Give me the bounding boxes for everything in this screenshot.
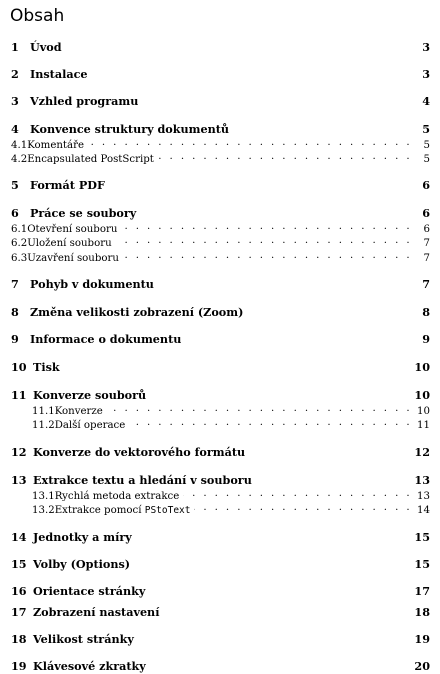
toc-subentry[interactable] bbox=[11, 403, 430, 417]
page-number: 5 bbox=[423, 154, 430, 165]
toc-entry[interactable] bbox=[11, 388, 430, 402]
toc-entry[interactable] bbox=[11, 178, 430, 192]
subsection-number: 13.2 bbox=[32, 505, 55, 516]
section-number: 6 bbox=[11, 206, 19, 220]
section-title: Tisk bbox=[33, 360, 60, 374]
toc-entry[interactable] bbox=[11, 557, 430, 571]
toc-entry[interactable] bbox=[11, 605, 430, 619]
dot-leader bbox=[123, 250, 412, 261]
section-title: Pohyb v dokumentu bbox=[30, 277, 154, 291]
toc-entry[interactable] bbox=[11, 360, 430, 374]
toc-entry[interactable] bbox=[11, 67, 430, 81]
toc-entry[interactable] bbox=[11, 94, 430, 108]
toc-title: Obsah bbox=[10, 6, 65, 26]
page-number: 17 bbox=[414, 584, 430, 598]
subsection-number: 11.1 bbox=[32, 406, 55, 417]
dot-leader bbox=[107, 403, 412, 414]
page-number: 6 bbox=[423, 224, 430, 235]
page-number: 9 bbox=[422, 332, 430, 346]
section-title: Klávesové zkratky bbox=[33, 659, 146, 673]
toc-entry[interactable] bbox=[11, 445, 430, 459]
dot-leader bbox=[88, 137, 412, 148]
section-title: Vzhled programu bbox=[30, 94, 139, 108]
subsection-title: Rychlá metoda extrakce bbox=[54, 491, 180, 502]
section-number: 10 bbox=[11, 360, 27, 374]
subsection-number: 6.1 bbox=[11, 224, 28, 235]
page-number: 7 bbox=[423, 253, 430, 264]
section-title: Úvod bbox=[30, 40, 62, 54]
dot-leader bbox=[129, 417, 412, 428]
page-number: 6 bbox=[422, 178, 430, 192]
section-number: 16 bbox=[11, 584, 27, 598]
page-number: 18 bbox=[414, 605, 430, 619]
subsection-title: Konverze bbox=[54, 406, 103, 417]
subsection-number: 13.1 bbox=[32, 491, 55, 502]
page-number: 4 bbox=[422, 94, 430, 108]
page-number: 10 bbox=[414, 388, 430, 402]
toc-entry[interactable] bbox=[11, 40, 430, 54]
toc-entry[interactable] bbox=[11, 473, 430, 487]
subsection-number: 6.2 bbox=[11, 238, 28, 249]
toc-entry[interactable] bbox=[11, 584, 430, 598]
section-title: Práce se soubory bbox=[30, 206, 137, 220]
toc-subentry[interactable] bbox=[11, 221, 430, 235]
section-number: 18 bbox=[11, 632, 27, 646]
section-number: 5 bbox=[11, 178, 19, 192]
toc-entry[interactable] bbox=[11, 659, 430, 673]
section-title: Velikost stránky bbox=[33, 632, 134, 646]
subsection-title: Otevření souboru bbox=[27, 224, 118, 235]
subsection-number: 4.2 bbox=[11, 154, 28, 165]
toc-subentry[interactable] bbox=[11, 250, 430, 264]
toc-entry[interactable] bbox=[11, 122, 430, 136]
toc-subentry[interactable] bbox=[11, 502, 430, 516]
page-number: 6 bbox=[422, 206, 430, 220]
page-number: 3 bbox=[422, 40, 430, 54]
toc-subentry[interactable] bbox=[11, 235, 430, 249]
toc-entry[interactable] bbox=[11, 530, 430, 544]
dot-leader bbox=[116, 235, 412, 246]
dot-leader bbox=[158, 151, 412, 162]
toc-subentry[interactable] bbox=[11, 137, 430, 151]
section-title: Konverze souborů bbox=[33, 388, 147, 402]
subsection-number: 6.3 bbox=[11, 253, 28, 264]
subsection-title: Uzavření souboru bbox=[27, 253, 119, 264]
toc-entry[interactable] bbox=[11, 206, 430, 220]
section-title: Informace o dokumentu bbox=[30, 332, 182, 346]
section-number: 1 bbox=[11, 40, 19, 54]
toc-subentry[interactable] bbox=[11, 417, 430, 431]
section-title: Orientace stránky bbox=[33, 584, 146, 598]
section-number: 13 bbox=[11, 473, 27, 487]
subsection-title: Encapsulated PostScript bbox=[27, 154, 154, 165]
section-number: 3 bbox=[11, 94, 19, 108]
subsection-title: Komentáře bbox=[27, 140, 84, 151]
toc-entry[interactable] bbox=[11, 632, 430, 646]
section-title: Jednotky a míry bbox=[33, 530, 132, 544]
subsection-title: Další operace bbox=[54, 420, 126, 431]
section-title: Volby (Options) bbox=[33, 557, 131, 571]
subsection-title: Extrakce pomocí PStoText bbox=[54, 505, 191, 516]
section-number: 14 bbox=[11, 530, 27, 544]
subsection-title: Uložení souboru bbox=[27, 238, 112, 249]
page-number: 15 bbox=[414, 557, 430, 571]
section-number: 12 bbox=[11, 445, 27, 459]
page-number: 10 bbox=[417, 406, 430, 417]
page-number: 10 bbox=[414, 360, 430, 374]
page-number: 20 bbox=[414, 659, 430, 673]
section-number: 9 bbox=[11, 332, 19, 346]
toc-entry[interactable] bbox=[11, 305, 430, 319]
page-number: 15 bbox=[414, 530, 430, 544]
page-number: 5 bbox=[423, 140, 430, 151]
section-title: Konvence struktury dokumentů bbox=[30, 122, 230, 136]
section-number: 7 bbox=[11, 277, 19, 291]
toc-subentry[interactable] bbox=[11, 151, 430, 165]
section-number: 4 bbox=[11, 122, 19, 136]
subsection-number: 11.2 bbox=[32, 420, 55, 431]
section-title: Instalace bbox=[30, 67, 88, 81]
section-number: 15 bbox=[11, 557, 27, 571]
dot-leader bbox=[121, 221, 412, 232]
section-number: 19 bbox=[11, 659, 27, 673]
page-number: 3 bbox=[422, 67, 430, 81]
page-number: 7 bbox=[422, 277, 430, 291]
page-number: 13 bbox=[417, 491, 430, 502]
page-number: 5 bbox=[422, 122, 430, 136]
dot-leader bbox=[183, 488, 412, 499]
section-number: 17 bbox=[11, 605, 27, 619]
section-title: Formát PDF bbox=[30, 178, 105, 192]
page-number: 11 bbox=[417, 420, 430, 431]
page-number: 12 bbox=[414, 445, 430, 459]
toc-entry[interactable] bbox=[11, 332, 430, 346]
page-number: 7 bbox=[423, 238, 430, 249]
page-number: 14 bbox=[417, 505, 430, 516]
section-title: Změna velikosti zobrazení (Zoom) bbox=[30, 305, 244, 319]
section-number: 11 bbox=[11, 388, 27, 402]
section-title: Konverze do vektorového formátu bbox=[33, 445, 246, 459]
section-number: 8 bbox=[11, 305, 19, 319]
page-number: 13 bbox=[414, 473, 430, 487]
section-title: Zobrazení nastavení bbox=[33, 605, 160, 619]
section-title: Extrakce textu a hledání v souboru bbox=[33, 473, 252, 487]
toc-subentry[interactable] bbox=[11, 488, 430, 502]
dot-leader bbox=[194, 502, 412, 513]
subsection-number: 4.1 bbox=[11, 140, 28, 151]
page-number: 19 bbox=[414, 632, 430, 646]
code-text: PStoText bbox=[144, 505, 191, 516]
toc-entry[interactable] bbox=[11, 277, 430, 291]
section-number: 2 bbox=[11, 67, 19, 81]
page-number: 8 bbox=[422, 305, 430, 319]
